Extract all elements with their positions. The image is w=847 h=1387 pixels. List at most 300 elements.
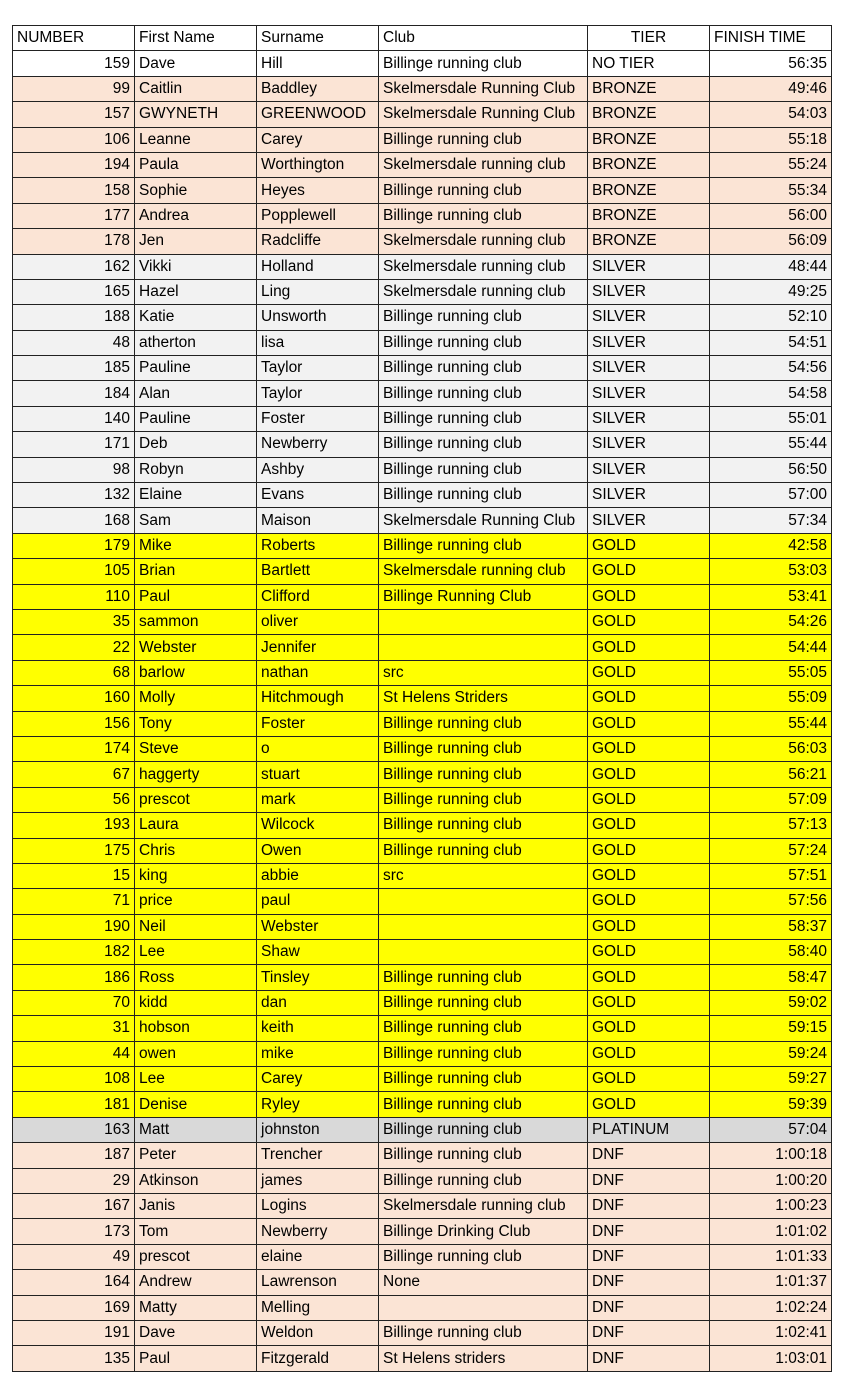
cell-club: Billinge running club [379,1016,588,1041]
cell-tier: DNF [588,1193,710,1218]
cell-tier: SILVER [588,254,710,279]
cell-number: 178 [13,229,135,254]
table-row [13,330,832,355]
cell-tier: GOLD [588,711,710,736]
cell-club: Billinge running club [379,838,588,863]
cell-finish-time: 55:01 [710,406,832,431]
cell-surname: Webster [257,914,379,939]
cell-first-name: Ross [135,965,257,990]
cell-number: 156 [13,711,135,736]
cell-first-name: atherton [135,330,257,355]
cell-number: 106 [13,127,135,152]
cell-club: Billinge running club [379,1041,588,1066]
table-row [13,457,832,482]
cell-first-name: kidd [135,990,257,1015]
cell-first-name: barlow [135,660,257,685]
cell-first-name: Andrea [135,203,257,228]
cell-finish-time: 57:00 [710,483,832,508]
cell-finish-time: 57:34 [710,508,832,533]
cell-number: 157 [13,102,135,127]
cell-tier: DNF [588,1244,710,1269]
cell-first-name: Chris [135,838,257,863]
cell-surname: Roberts [257,533,379,558]
cell-tier: NO TIER [588,51,710,76]
cell-finish-time: 57:56 [710,889,832,914]
cell-club: Billinge running club [379,483,588,508]
cell-tier: GOLD [588,1067,710,1092]
cell-surname: Jennifer [257,635,379,660]
cell-surname: Taylor [257,356,379,381]
cell-first-name: Mike [135,533,257,558]
cell-number: 185 [13,356,135,381]
cell-first-name: GWYNETH [135,102,257,127]
cell-finish-time: 56:00 [710,203,832,228]
cell-number: 194 [13,152,135,177]
cell-tier: BRONZE [588,127,710,152]
cell-first-name: sammon [135,609,257,634]
cell-number: 181 [13,1092,135,1117]
cell-finish-time: 58:40 [710,940,832,965]
cell-tier: DNF [588,1295,710,1320]
table-row [13,1295,832,1320]
cell-tier: GOLD [588,863,710,888]
cell-tier: GOLD [588,559,710,584]
cell-tier: DNF [588,1219,710,1244]
cell-first-name: Sam [135,508,257,533]
cell-club: Billinge Running Club [379,584,588,609]
table-row [13,736,832,761]
cell-surname: lisa [257,330,379,355]
table-row [13,1193,832,1218]
cell-finish-time: 56:21 [710,762,832,787]
cell-finish-time: 57:09 [710,787,832,812]
cell-finish-time: 57:24 [710,838,832,863]
cell-tier: GOLD [588,533,710,558]
table-row [13,356,832,381]
cell-number: 105 [13,559,135,584]
cell-finish-time: 49:46 [710,76,832,101]
cell-first-name: Dave [135,1320,257,1345]
cell-club: Billinge running club [379,787,588,812]
cell-tier: GOLD [588,889,710,914]
cell-surname: johnston [257,1117,379,1142]
cell-finish-time: 56:03 [710,736,832,761]
header-first-name: First Name [135,26,257,51]
cell-club: Billinge running club [379,736,588,761]
cell-number: 175 [13,838,135,863]
cell-surname: elaine [257,1244,379,1269]
cell-surname: Clifford [257,584,379,609]
table-row [13,940,832,965]
cell-club: Billinge running club [379,457,588,482]
table-row [13,1219,832,1244]
table-row [13,1168,832,1193]
cell-first-name: Neil [135,914,257,939]
table-row [13,889,832,914]
cell-first-name: Webster [135,635,257,660]
cell-tier: BRONZE [588,76,710,101]
cell-first-name: Atkinson [135,1168,257,1193]
cell-surname: Popplewell [257,203,379,228]
cell-tier: SILVER [588,381,710,406]
cell-first-name: Brian [135,559,257,584]
cell-finish-time: 58:37 [710,914,832,939]
table-row [13,914,832,939]
cell-tier: GOLD [588,990,710,1015]
cell-number: 31 [13,1016,135,1041]
cell-club [379,889,588,914]
cell-surname: Radcliffe [257,229,379,254]
cell-finish-time: 54:58 [710,381,832,406]
cell-surname: Unsworth [257,305,379,330]
cell-surname: Wilcock [257,813,379,838]
cell-tier: SILVER [588,305,710,330]
cell-finish-time: 1:02:41 [710,1320,832,1345]
cell-finish-time: 57:51 [710,863,832,888]
cell-tier: DNF [588,1168,710,1193]
cell-tier: BRONZE [588,178,710,203]
table-row [13,76,832,101]
cell-finish-time: 49:25 [710,279,832,304]
cell-surname: Taylor [257,381,379,406]
results-body [13,51,832,1371]
cell-club: Skelmersdale Running Club [379,76,588,101]
cell-surname: Ashby [257,457,379,482]
results-table [12,25,832,1372]
cell-tier: GOLD [588,1041,710,1066]
table-row [13,102,832,127]
table-row [13,1067,832,1092]
cell-first-name: Peter [135,1143,257,1168]
cell-tier: DNF [588,1320,710,1345]
cell-finish-time: 48:44 [710,254,832,279]
cell-finish-time: 58:47 [710,965,832,990]
cell-surname: Ryley [257,1092,379,1117]
cell-tier: BRONZE [588,102,710,127]
cell-number: 49 [13,1244,135,1269]
cell-finish-time: 54:51 [710,330,832,355]
cell-surname: paul [257,889,379,914]
cell-tier: SILVER [588,356,710,381]
cell-number: 191 [13,1320,135,1345]
cell-first-name: prescot [135,1244,257,1269]
cell-finish-time: 42:58 [710,533,832,558]
cell-club: Billinge running club [379,711,588,736]
cell-club [379,609,588,634]
cell-tier: BRONZE [588,152,710,177]
cell-finish-time: 53:41 [710,584,832,609]
cell-finish-time: 56:50 [710,457,832,482]
cell-surname: Baddley [257,76,379,101]
table-row [13,660,832,685]
table-row [13,711,832,736]
cell-first-name: Molly [135,686,257,711]
table-row [13,432,832,457]
cell-number: 70 [13,990,135,1015]
cell-tier: GOLD [588,686,710,711]
cell-finish-time: 1:00:23 [710,1193,832,1218]
header-number: NUMBER [13,26,135,51]
cell-surname: GREENWOOD [257,102,379,127]
cell-finish-time: 59:39 [710,1092,832,1117]
cell-number: 22 [13,635,135,660]
cell-tier: SILVER [588,330,710,355]
cell-surname: nathan [257,660,379,685]
cell-club [379,914,588,939]
cell-tier: BRONZE [588,229,710,254]
cell-tier: GOLD [588,965,710,990]
table-row [13,254,832,279]
cell-club: Skelmersdale running club [379,279,588,304]
cell-surname: abbie [257,863,379,888]
cell-first-name: Elaine [135,483,257,508]
table-row [13,51,832,76]
cell-surname: Newberry [257,432,379,457]
cell-surname: o [257,736,379,761]
cell-surname: Foster [257,711,379,736]
cell-club [379,1295,588,1320]
cell-surname: Melling [257,1295,379,1320]
cell-number: 193 [13,813,135,838]
cell-finish-time: 59:02 [710,990,832,1015]
cell-finish-time: 55:09 [710,686,832,711]
cell-first-name: Denise [135,1092,257,1117]
table-row [13,990,832,1015]
cell-number: 140 [13,406,135,431]
cell-surname: Tinsley [257,965,379,990]
cell-number: 48 [13,330,135,355]
cell-surname: Hitchmough [257,686,379,711]
cell-club: Billinge running club [379,762,588,787]
cell-club: Billinge running club [379,127,588,152]
cell-surname: Holland [257,254,379,279]
cell-club: Skelmersdale Running Club [379,102,588,127]
cell-finish-time: 55:44 [710,432,832,457]
cell-club: Billinge running club [379,1092,588,1117]
header-finish-time: FINISH TIME [710,26,832,51]
cell-club [379,940,588,965]
table-row [13,965,832,990]
table-row [13,1143,832,1168]
cell-first-name: hobson [135,1016,257,1041]
cell-tier: DNF [588,1143,710,1168]
cell-number: 163 [13,1117,135,1142]
cell-first-name: Alan [135,381,257,406]
table-row [13,1092,832,1117]
cell-number: 159 [13,51,135,76]
cell-club: Billinge running club [379,178,588,203]
cell-club: Skelmersdale Running Club [379,508,588,533]
cell-surname: Carey [257,1067,379,1092]
cell-club: Skelmersdale running club [379,229,588,254]
cell-number: 177 [13,203,135,228]
cell-finish-time: 1:00:20 [710,1168,832,1193]
cell-tier: GOLD [588,940,710,965]
cell-tier: SILVER [588,279,710,304]
cell-number: 35 [13,609,135,634]
cell-finish-time: 1:02:24 [710,1295,832,1320]
cell-finish-time: 1:01:37 [710,1270,832,1295]
cell-surname: Trencher [257,1143,379,1168]
cell-club: Billinge running club [379,1143,588,1168]
cell-club: Billinge running club [379,356,588,381]
header-row [13,26,832,51]
cell-surname: Heyes [257,178,379,203]
cell-finish-time: 55:18 [710,127,832,152]
cell-finish-time: 54:26 [710,609,832,634]
cell-finish-time: 56:09 [710,229,832,254]
cell-number: 190 [13,914,135,939]
cell-tier: GOLD [588,609,710,634]
cell-surname: Foster [257,406,379,431]
cell-first-name: Matt [135,1117,257,1142]
cell-surname: Weldon [257,1320,379,1345]
cell-number: 98 [13,457,135,482]
cell-finish-time: 55:24 [710,152,832,177]
cell-club: Skelmersdale running club [379,559,588,584]
cell-club: Billinge Drinking Club [379,1219,588,1244]
cell-finish-time: 53:03 [710,559,832,584]
cell-first-name: Matty [135,1295,257,1320]
cell-tier: SILVER [588,432,710,457]
cell-surname: mark [257,787,379,812]
cell-finish-time: 59:15 [710,1016,832,1041]
cell-number: 187 [13,1143,135,1168]
cell-number: 188 [13,305,135,330]
table-row [13,1016,832,1041]
table-row [13,1117,832,1142]
cell-number: 68 [13,660,135,685]
cell-number: 171 [13,432,135,457]
table-row [13,178,832,203]
cell-club: Billinge running club [379,965,588,990]
cell-finish-time: 55:34 [710,178,832,203]
cell-first-name: Steve [135,736,257,761]
cell-club: Billinge running club [379,1168,588,1193]
cell-surname: Ling [257,279,379,304]
cell-first-name: price [135,889,257,914]
cell-surname: Shaw [257,940,379,965]
cell-surname: Owen [257,838,379,863]
cell-first-name: Tony [135,711,257,736]
cell-first-name: king [135,863,257,888]
cell-number: 174 [13,736,135,761]
cell-surname: Carey [257,127,379,152]
cell-first-name: Lee [135,940,257,965]
cell-surname: Lawrenson [257,1270,379,1295]
cell-surname: Logins [257,1193,379,1218]
header-tier: TIER [588,26,710,51]
table-row [13,1244,832,1269]
cell-first-name: Katie [135,305,257,330]
cell-first-name: Pauline [135,406,257,431]
cell-tier: GOLD [588,813,710,838]
cell-first-name: Janis [135,1193,257,1218]
cell-first-name: Pauline [135,356,257,381]
cell-number: 168 [13,508,135,533]
cell-club: Billinge running club [379,1117,588,1142]
table-row [13,483,832,508]
cell-club: Billinge running club [379,813,588,838]
cell-club: Billinge running club [379,381,588,406]
cell-number: 110 [13,584,135,609]
cell-surname: dan [257,990,379,1015]
cell-number: 44 [13,1041,135,1066]
cell-finish-time: 55:44 [710,711,832,736]
cell-number: 67 [13,762,135,787]
cell-surname: Evans [257,483,379,508]
cell-number: 15 [13,863,135,888]
cell-tier: GOLD [588,660,710,685]
cell-club: src [379,660,588,685]
cell-number: 169 [13,1295,135,1320]
table-row [13,584,832,609]
cell-first-name: Deb [135,432,257,457]
cell-number: 132 [13,483,135,508]
cell-number: 162 [13,254,135,279]
cell-number: 71 [13,889,135,914]
cell-finish-time: 52:10 [710,305,832,330]
cell-club: Billinge running club [379,330,588,355]
cell-surname: Newberry [257,1219,379,1244]
cell-number: 167 [13,1193,135,1218]
cell-finish-time: 54:03 [710,102,832,127]
cell-tier: GOLD [588,736,710,761]
cell-tier: SILVER [588,457,710,482]
cell-number: 164 [13,1270,135,1295]
cell-tier: GOLD [588,787,710,812]
cell-first-name: prescot [135,787,257,812]
cell-tier: DNF [588,1346,710,1371]
table-row [13,686,832,711]
cell-finish-time: 1:03:01 [710,1346,832,1371]
table-row [13,635,832,660]
cell-surname: Worthington [257,152,379,177]
cell-number: 186 [13,965,135,990]
cell-tier: BRONZE [588,203,710,228]
table-row [13,762,832,787]
cell-club: src [379,863,588,888]
cell-first-name: Jen [135,229,257,254]
cell-tier: SILVER [588,508,710,533]
cell-first-name: Paul [135,1346,257,1371]
cell-club: Skelmersdale running club [379,254,588,279]
cell-first-name: Caitlin [135,76,257,101]
header-club: Club [379,26,588,51]
table-row [13,508,832,533]
cell-tier: PLATINUM [588,1117,710,1142]
table-row [13,609,832,634]
cell-number: 179 [13,533,135,558]
cell-number: 56 [13,787,135,812]
cell-surname: james [257,1168,379,1193]
cell-club: Billinge running club [379,1320,588,1345]
cell-first-name: Vikki [135,254,257,279]
cell-club: Billinge running club [379,51,588,76]
cell-number: 158 [13,178,135,203]
cell-club: Billinge running club [379,533,588,558]
table-row [13,863,832,888]
cell-finish-time: 56:35 [710,51,832,76]
cell-club: St Helens Striders [379,686,588,711]
cell-tier: GOLD [588,838,710,863]
cell-first-name: Leanne [135,127,257,152]
cell-club: None [379,1270,588,1295]
cell-surname: Maison [257,508,379,533]
cell-first-name: Lee [135,1067,257,1092]
cell-first-name: Andrew [135,1270,257,1295]
cell-tier: SILVER [588,483,710,508]
